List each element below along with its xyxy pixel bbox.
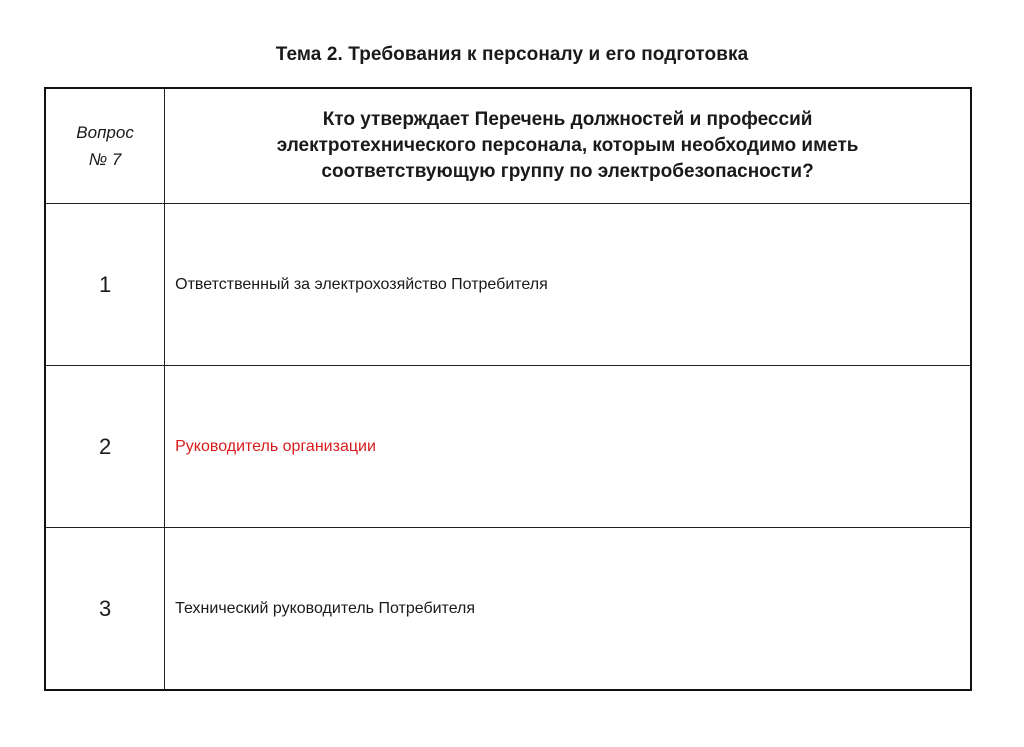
question-text-line: соответствующую группу по электробезопасности? — [321, 161, 814, 182]
answer-option-2-highlighted[interactable]: Руководитель организации — [165, 366, 971, 528]
question-number: № 7 — [88, 150, 122, 169]
answer-row-2[interactable] — [46, 366, 971, 528]
answer-row-3[interactable] — [46, 528, 971, 690]
answer-number: 2 — [46, 366, 165, 528]
slide-title: Тема 2. Требования к персоналу и его подготовка — [275, 44, 749, 65]
question-number-cell — [46, 89, 165, 204]
question-text-cell — [165, 89, 971, 204]
question-text-line: электротехнического персонала, которым необходимо иметь — [276, 135, 859, 156]
question-row — [46, 89, 971, 204]
question-label: Вопрос — [76, 123, 134, 142]
answer-number: 3 — [46, 528, 165, 690]
question-table — [45, 88, 971, 690]
answer-number: 1 — [46, 204, 165, 366]
answer-option-1[interactable]: Ответственный за электрохозяйство Потребителя — [165, 204, 971, 366]
answer-option-3[interactable]: Технический руководитель Потребителя — [165, 528, 971, 690]
answer-row-1[interactable] — [46, 204, 971, 366]
question-text-line: Кто утверждает Перечень должностей и профессий — [322, 109, 813, 130]
